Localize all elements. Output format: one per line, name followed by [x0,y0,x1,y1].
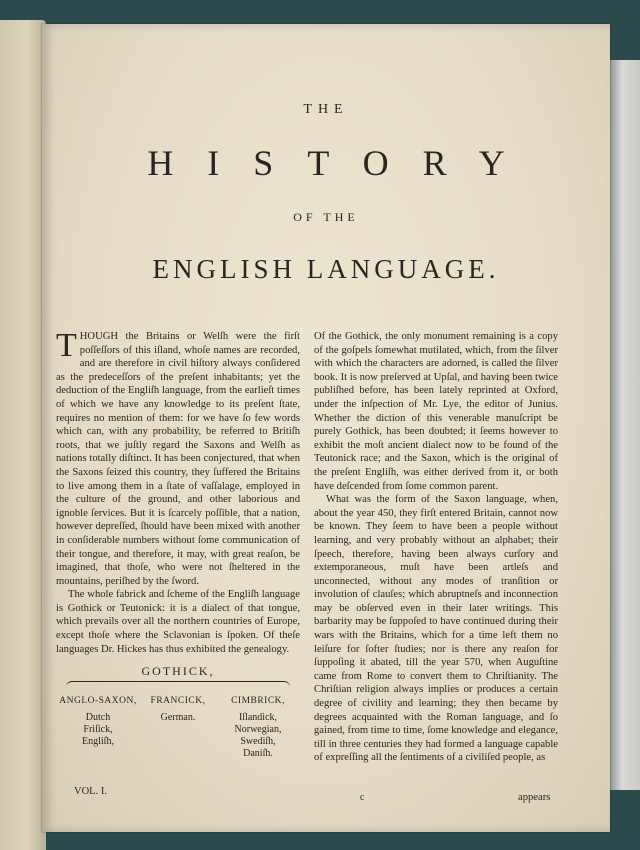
branch-sub: Norwegian, [234,724,282,735]
branch-anglo-saxon [58,696,138,760]
branch-francick [138,696,218,760]
branch-sub: Engliſh, [82,736,114,747]
right-column [314,330,558,765]
genealogy-title: GOTHICK, [141,664,215,678]
title-english-language: ENGLISH LANGUAGE. [152,254,500,284]
branch-sub: Daniſh. [243,748,273,759]
genealogy-brace [66,681,290,692]
branch-sub: Iſlandick, [238,712,278,723]
paragraph-4: What was the form of the Saxon language, when, about the year 450, they firſt entered Britain, cannot now be known. They ſeem to have been a people without learning, and very probably without an alphabet; their ſpeech, therefore, having been always curſory and extemporaneous, muſt have been artleſs and unconnected, without any modes of tranſition or involution of clauſes; which abruptneſs and inconnection may be obſerved even in their later writings. This barbarity may be ſuppoſed to have continued during their wars with the Britains, which for a time left them no leiſure for ſofter ſtudies; nor is there any reaſon for ſuppoſing it abated, till the year 570, when Auguſtine came from Rome to convert them to Chriſtianity. The Chriſtian religion always implies or produces a certain degree of civility and learning; they then became by degrees acquainted with the Roman language, and ſo gained, from time to time, ſome knowledge and elegance, till in three centuries they had formed a language capable of expreſſing all the ſentiments of a civiliſed people, as [314,494,558,764]
facing-page-edge [0,20,46,850]
catchword: appears [518,792,551,803]
genealogy-chart [58,664,298,760]
title-of-the: OF THE [293,210,359,224]
paragraph-2: The whole fabrick and ſcheme of the Engliſh language is Gothick or Teutonick: it is a dialect of that tongue, which prevails over all the northern countries of Europe, except thoſe where the Sclavonian is ſpoken. Of theſe languages Dr. Hickes has thus exhibited the genealogy. [56,589,300,655]
branch-head: ANGLO-SAXON, [59,696,137,706]
branch-sub: German. [160,712,196,723]
paragraph-3: Of the Gothick, the only monument remaining is a copy of the goſpels ſomewhat mutilated, which, from the ſilver with which the characters are adorned, is called the ſilver book. It is now preſerved at Upſal, and having been twice publiſhed before, has been lately reprinted at Oxford, under the inſpection of Mr. Lye, the editor of Junius. Whether the diction of this venerable manuſcript be purely Gothick, has been doubted; it ſeems however to exhibit the moſt ancient dialect now to be found of the Teutonick race; and the Saxon, which is the original of the preſent Engliſh, was either derived from it, or both have deſcended from ſome common parent. [314,331,558,492]
volume-mark: VOL. I. [74,786,107,797]
title-history: HISTORY [147,143,539,183]
background-cloth [610,60,640,790]
branch-head: CIMBRICK, [231,696,285,706]
title-the: THE [303,102,349,117]
branch-cimbrick [218,696,298,760]
book-page [42,24,610,832]
drop-cap: T [56,327,77,364]
branch-head: FRANCICK, [150,696,206,706]
branch-sub: Swediſh, [240,736,276,747]
paragraph-1 [56,327,300,588]
left-column [56,327,300,656]
branch-sub: Friſick, [83,724,113,735]
branch-sub: Dutch [85,712,111,723]
paragraph-1-text: HOUGH the Britains or Welſh were the firſt poſſeſſors of this iſland, whoſe names are recorded, and are therefore in civil hiſtory always conſidered as the predeceſſors of the preſent inhabitants; yet the deduction of the Engliſh language, from the earlieſt times of which we have any knowledge to its preſent ſtate, requires no mention of them: for we have ſo few words which can, with any probability, be referred to Britiſh roots, that we juſtly regard the Saxons and Welſh as nations totally diſtinct. It has been conjectured, that when the Saxons ſeized this country, they ſuffered the Britains to live among them in a ſtate of vaſſalage, employed in the culture of the ground, and other laborious and ignoble ſervices. But it is ſcarcely poſſible, that a nation, however depreſſed, ſhould have been mixed with another in conſiderable numbers without ſome communication of their tongue, and therefore, it may, with great reaſon, be imagined, that thoſe, who were not ſheltered in the mountains, periſhed by the ſword. [56,331,300,587]
signature-mark: c [360,792,365,803]
